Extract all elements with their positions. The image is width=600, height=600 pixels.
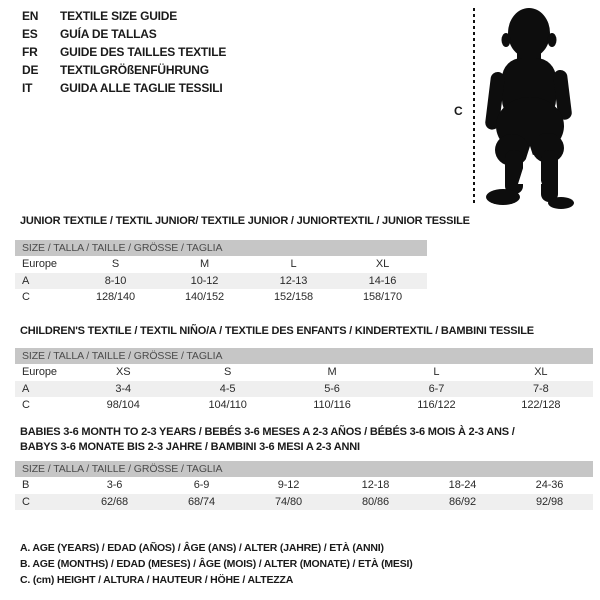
size-cell: 92/98: [535, 495, 564, 508]
table-row: [15, 397, 593, 414]
language-title-list: [22, 7, 226, 97]
junior-size-table: [15, 240, 427, 306]
size-cell: 122/128: [521, 399, 561, 412]
size-cell: L: [290, 258, 297, 271]
lang-label: GUIDE DES TAILLES TEXTILE: [60, 45, 227, 59]
row-label: C: [22, 399, 30, 412]
lang-label: GUÍA DE TALLAS: [60, 27, 157, 41]
size-cell: 3-4: [115, 382, 131, 395]
children-section-title: CHILDREN'S TEXTILE / TEXTIL NIÑO/A / TEXTILE DES ENFANTS / KINDERTEXTIL / BAMBINI TESSILE: [20, 325, 534, 337]
size-cell: L: [433, 366, 440, 379]
height-c-label: C: [454, 104, 463, 118]
lang-row-fr: [22, 43, 226, 61]
size-cell: S: [111, 258, 120, 271]
size-cell: 98/104: [106, 399, 140, 412]
legend: [20, 540, 413, 588]
legend-height: C. (cm) HEIGHT / ALTURA / HAUTEUR / HÖHE / ALTEZZA: [20, 574, 294, 586]
lang-code: FR: [22, 45, 38, 59]
row-label: Europe: [22, 258, 57, 271]
table-row: [15, 477, 593, 494]
size-cell: 12-13: [279, 274, 308, 287]
size-header-bar: SIZE / TALLA / TAILLE / GRÖSSE / TAGLIA: [15, 461, 593, 477]
size-cell: 152/158: [273, 291, 314, 304]
lang-row-it: [22, 79, 226, 97]
table-row: [15, 364, 593, 381]
table-row: [15, 494, 593, 511]
lang-label: GUIDA ALLE TAGLIE TESSILI: [60, 81, 223, 95]
size-cell: 6-7: [428, 382, 445, 395]
size-cell: 80/86: [361, 495, 390, 508]
size-cell: 86/92: [448, 495, 477, 508]
size-cell: 14-16: [368, 274, 397, 287]
size-cell: S: [223, 366, 232, 379]
size-header-bar: SIZE / TALLA / TAILLE / GRÖSSE / TAGLIA: [15, 348, 593, 364]
size-cell: XS: [115, 366, 131, 379]
size-cell: 68/74: [187, 495, 216, 508]
lang-code: IT: [22, 81, 33, 95]
babies-section-title-line2: BABYS 3-6 MONATE BIS 2-3 JAHRE / BAMBINI 3-6 MESI A 2-3 ANNI: [20, 441, 360, 453]
table-body: [15, 364, 593, 414]
size-cell: M: [327, 366, 337, 379]
table-row: [15, 289, 427, 306]
size-cell: XL: [375, 258, 390, 271]
size-cell: 5-6: [324, 382, 340, 395]
height-measure-line: [473, 8, 475, 206]
size-cell: 128/140: [95, 291, 136, 304]
babies-section-title-line1: BABIES 3-6 MONTH TO 2-3 YEARS / BEBÉS 3-6 MESES A 2-3 AÑOS / BÉBÉS 3-6 MOIS À 2-3 ANS /: [20, 426, 515, 438]
size-cell: 110/116: [313, 399, 351, 412]
legend-age-months: B. AGE (MONTHS) / EDAD (MESES) / ÂGE (MOIS) / ALTER (MONATE) / ETÀ (MESI): [20, 558, 413, 570]
lang-row-en: [22, 7, 226, 25]
toddler-silhouette-icon: [483, 2, 598, 212]
row-label: C: [22, 291, 30, 304]
row-label: Europe: [22, 366, 57, 379]
row-label: A: [22, 274, 30, 287]
babies-size-table: [15, 461, 593, 510]
size-cell: 12-18: [361, 479, 390, 492]
size-cell: 24-36: [535, 479, 564, 492]
row-label: B: [22, 479, 30, 492]
lang-code: ES: [22, 27, 38, 41]
size-cell: 140/152: [184, 291, 225, 304]
size-cell: 9-12: [277, 479, 300, 492]
size-cell: 3-6: [106, 479, 123, 492]
size-cell: 8-10: [104, 274, 127, 287]
table-body: [15, 256, 427, 306]
table-row: [15, 381, 593, 398]
size-cell: XL: [534, 366, 548, 379]
size-cell: 10-12: [190, 274, 219, 287]
legend-age-years: A. AGE (YEARS) / EDAD (AÑOS) / ÂGE (ANS) / ALTER (JAHRE) / ETÀ (ANNI): [20, 542, 384, 554]
table-row: [15, 256, 427, 273]
size-header-bar: SIZE / TALLA / TAILLE / GRÖSSE / TAGLIA: [15, 240, 427, 256]
lang-row-es: [22, 25, 226, 43]
lang-label: TEXTILE SIZE GUIDE: [60, 9, 178, 23]
lang-code: DE: [22, 63, 39, 77]
size-cell: 62/68: [100, 495, 129, 508]
size-cell: 74/80: [274, 495, 303, 508]
lang-row-de: [22, 61, 226, 79]
lang-label: TEXTILGRÖßENFÜHRUNG: [60, 63, 209, 77]
size-cell: 116/122: [417, 399, 456, 412]
junior-section-title: JUNIOR TEXTILE / TEXTIL JUNIOR/ TEXTILE JUNIOR / JUNIORTEXTIL / JUNIOR TESSILE: [20, 215, 470, 227]
size-cell: 104/110: [208, 399, 247, 412]
children-size-table: [15, 348, 593, 414]
table-row: [15, 273, 427, 290]
lang-code: EN: [22, 9, 39, 23]
height-figure: [440, 0, 600, 212]
size-cell: 158/170: [362, 291, 403, 304]
size-cell: 7-8: [533, 382, 549, 395]
row-label: A: [22, 382, 30, 395]
table-body: [15, 477, 593, 510]
row-label: C: [22, 495, 30, 508]
size-cell: 4-5: [219, 382, 236, 395]
size-cell: 6-9: [193, 479, 210, 492]
size-cell: 18-24: [448, 479, 477, 492]
size-cell: M: [199, 258, 210, 271]
